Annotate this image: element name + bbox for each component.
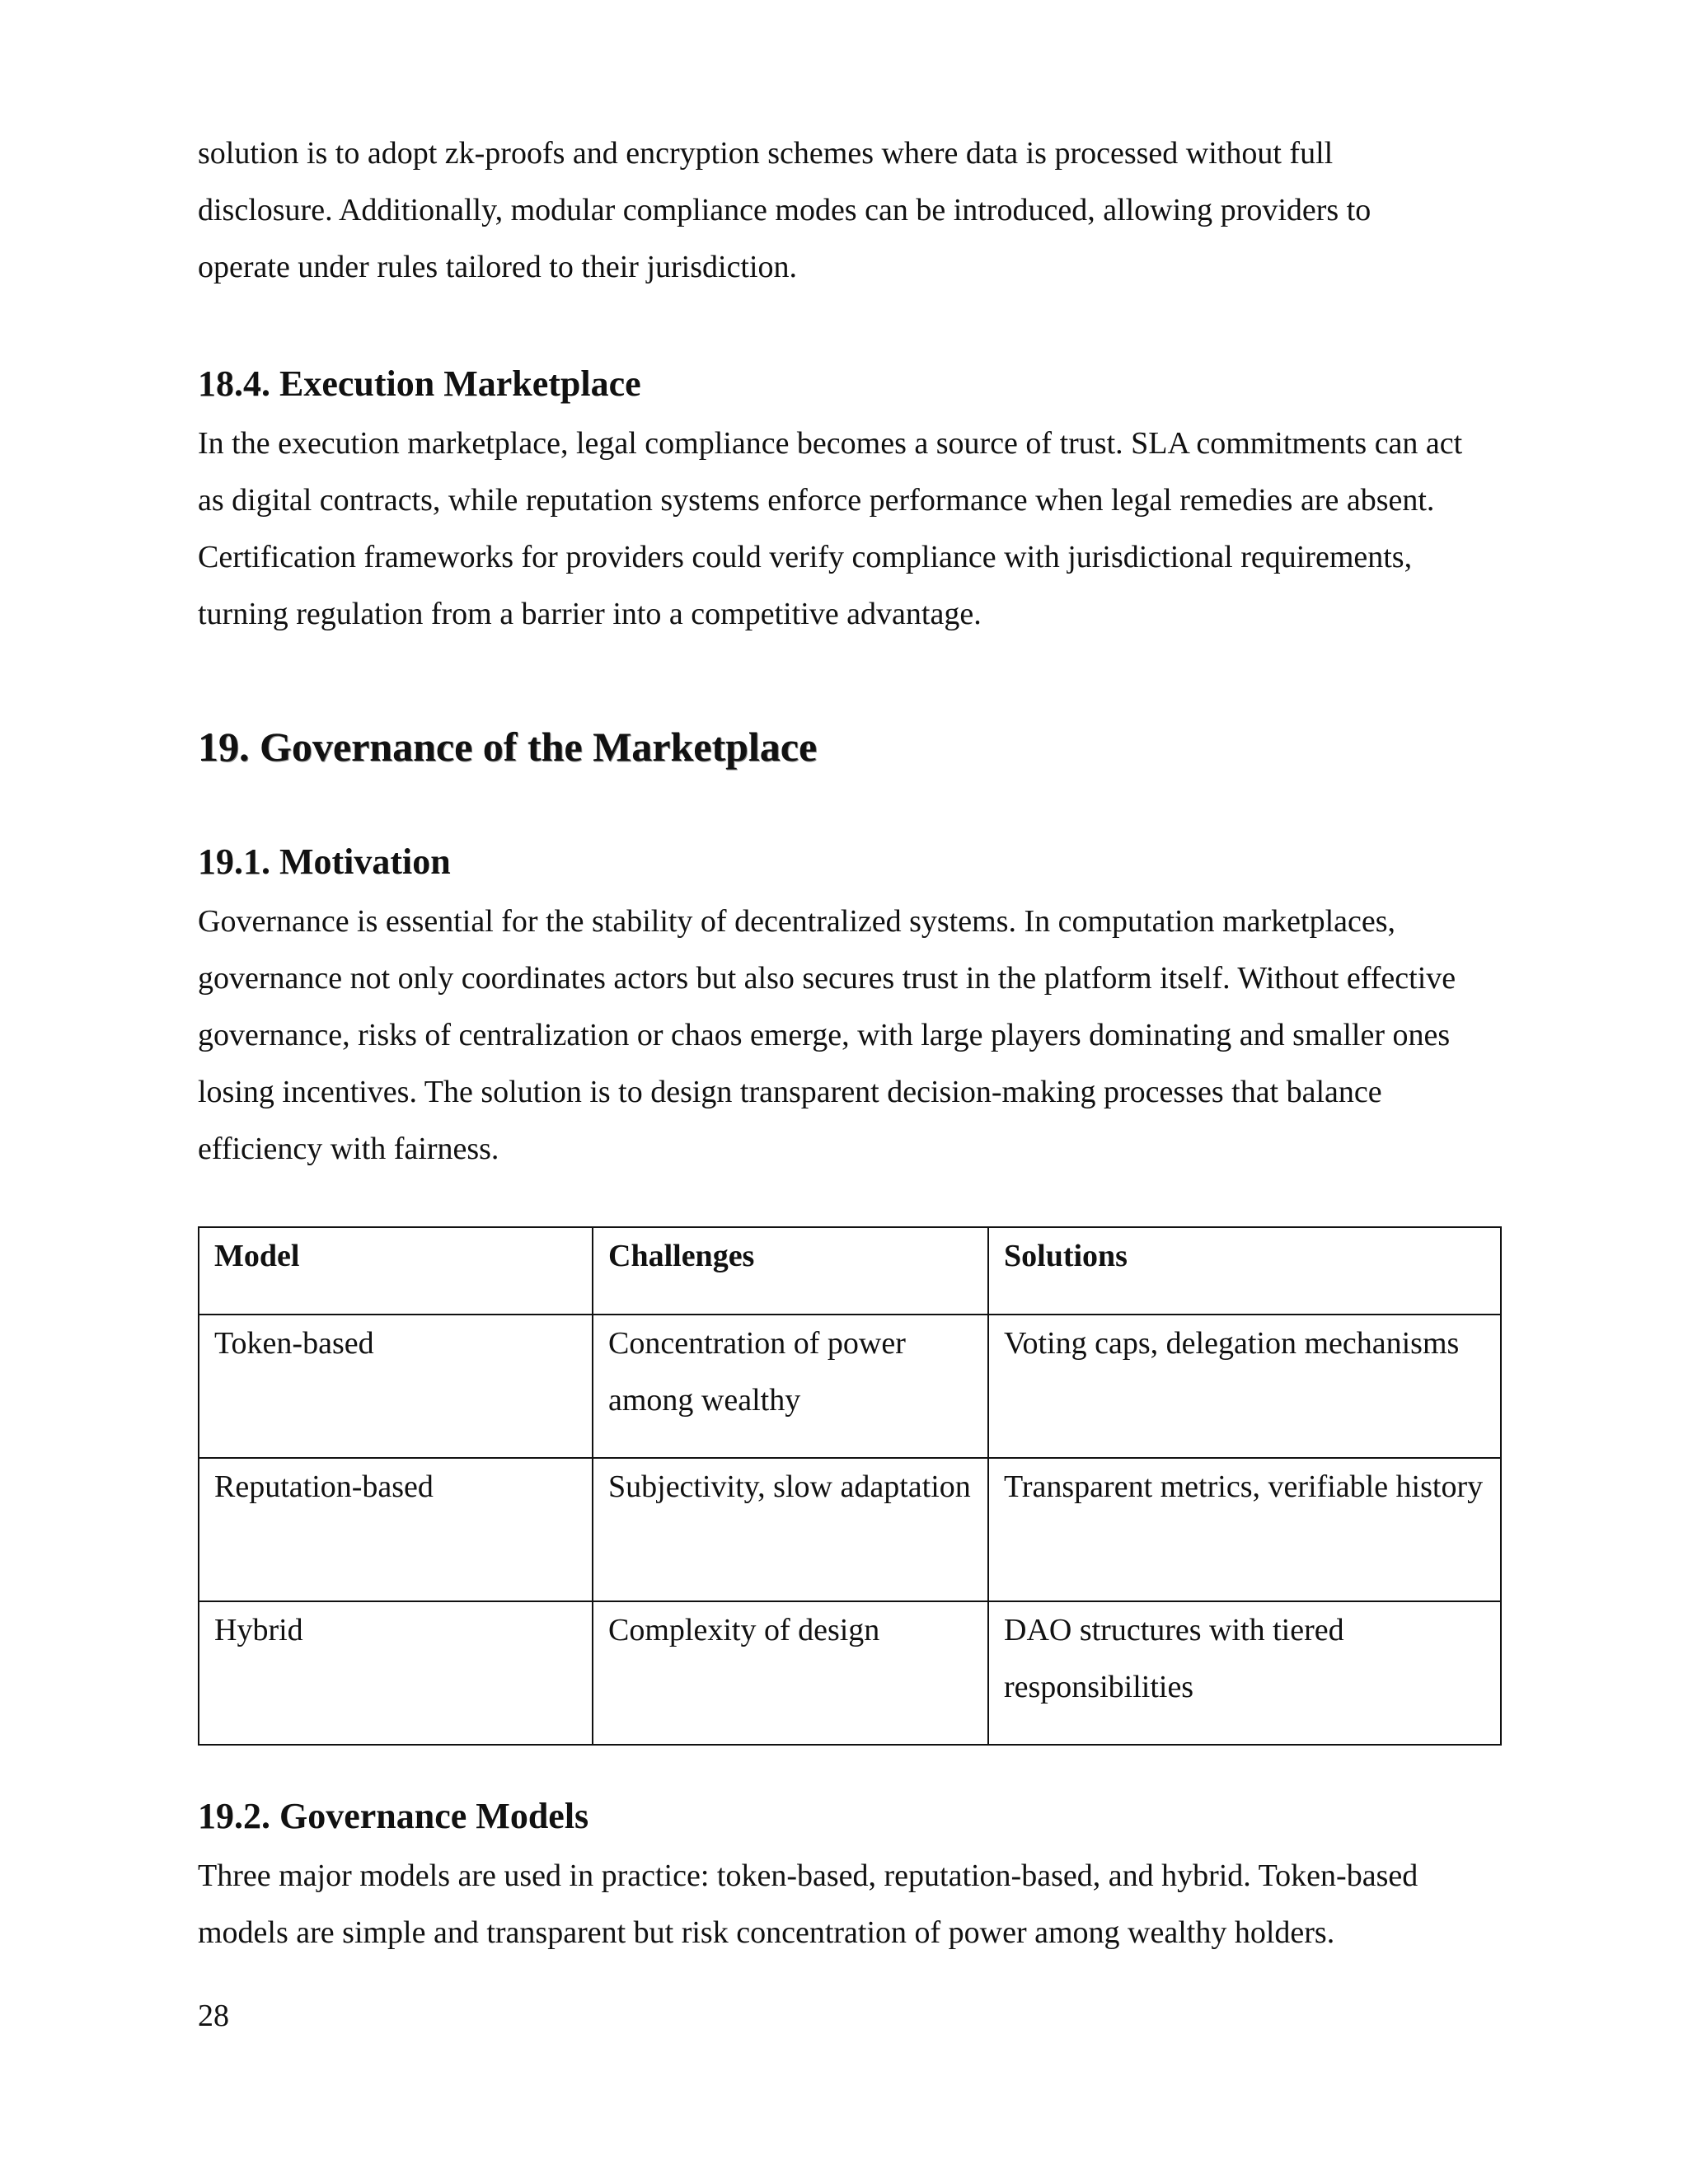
governance-models-table bbox=[198, 1226, 1502, 1746]
table-cell: Reputation-based bbox=[199, 1458, 593, 1601]
section-19-2-heading: 19.2. Governance Models bbox=[198, 1796, 589, 1836]
table-cell: Transparent metrics, verifiable history bbox=[988, 1458, 1501, 1601]
table-cell: Hybrid bbox=[199, 1601, 593, 1745]
section-19-heading: 19. Governance of the Marketplace bbox=[198, 724, 818, 770]
table-header-cell: Model bbox=[199, 1227, 593, 1315]
table-header-cell: Solutions bbox=[988, 1227, 1501, 1315]
table-header-row bbox=[199, 1227, 1501, 1315]
section-18-4-body: In the execution marketplace, legal compliance becomes a source of trust. SLA commitments can act as digital contracts, while reputation systems enforce performance when legal remedies are absent. Certification frameworks for providers could verify compliance with jurisdictional requirements, turning regulation from a barrier into a competitive advantage. bbox=[198, 426, 1463, 631]
table-row bbox=[199, 1315, 1501, 1458]
table-row bbox=[199, 1601, 1501, 1745]
table-cell: Subjectivity, slow adaptation bbox=[593, 1458, 988, 1601]
section-18-4-heading: 18.4. Execution Marketplace bbox=[198, 363, 641, 404]
page-number: 28 bbox=[198, 1999, 229, 2033]
table-cell: Complexity of design bbox=[593, 1601, 988, 1745]
section-19-2-body: Three major models are used in practice: token-based, reputation-based, and hybrid. Token-based models are simple and transparent but risk concentration of power among wealthy holders. bbox=[198, 1858, 1418, 1950]
table-cell: Voting caps, delegation mechanisms bbox=[988, 1315, 1501, 1458]
intro-paragraph: solution is to adopt zk-proofs and encryption schemes where data is processed without full disclosure. Additionally, modular compliance modes can be introduced, allowing providers to operate under rules tailored to their jurisdiction. bbox=[198, 136, 1372, 284]
table-row bbox=[199, 1458, 1501, 1601]
table-cell: Token-based bbox=[199, 1315, 593, 1458]
table-cell: Concentration of power among wealthy bbox=[593, 1315, 988, 1458]
table-cell: DAO structures with tiered responsibilities bbox=[988, 1601, 1501, 1745]
section-19-1-heading: 19.1. Motivation bbox=[198, 841, 451, 882]
section-19-1-body: Governance is essential for the stability of decentralized systems. In computation marketplaces, governance not only coordinates actors but also secures trust in the platform itself. Without effective governance, risks of centralization or chaos emerge, with large players dominating and smaller ones losing incentives. The solution is to design transparent decision-making processes that balance efficiency with fairness. bbox=[198, 904, 1456, 1166]
table-header-cell: Challenges bbox=[593, 1227, 988, 1315]
